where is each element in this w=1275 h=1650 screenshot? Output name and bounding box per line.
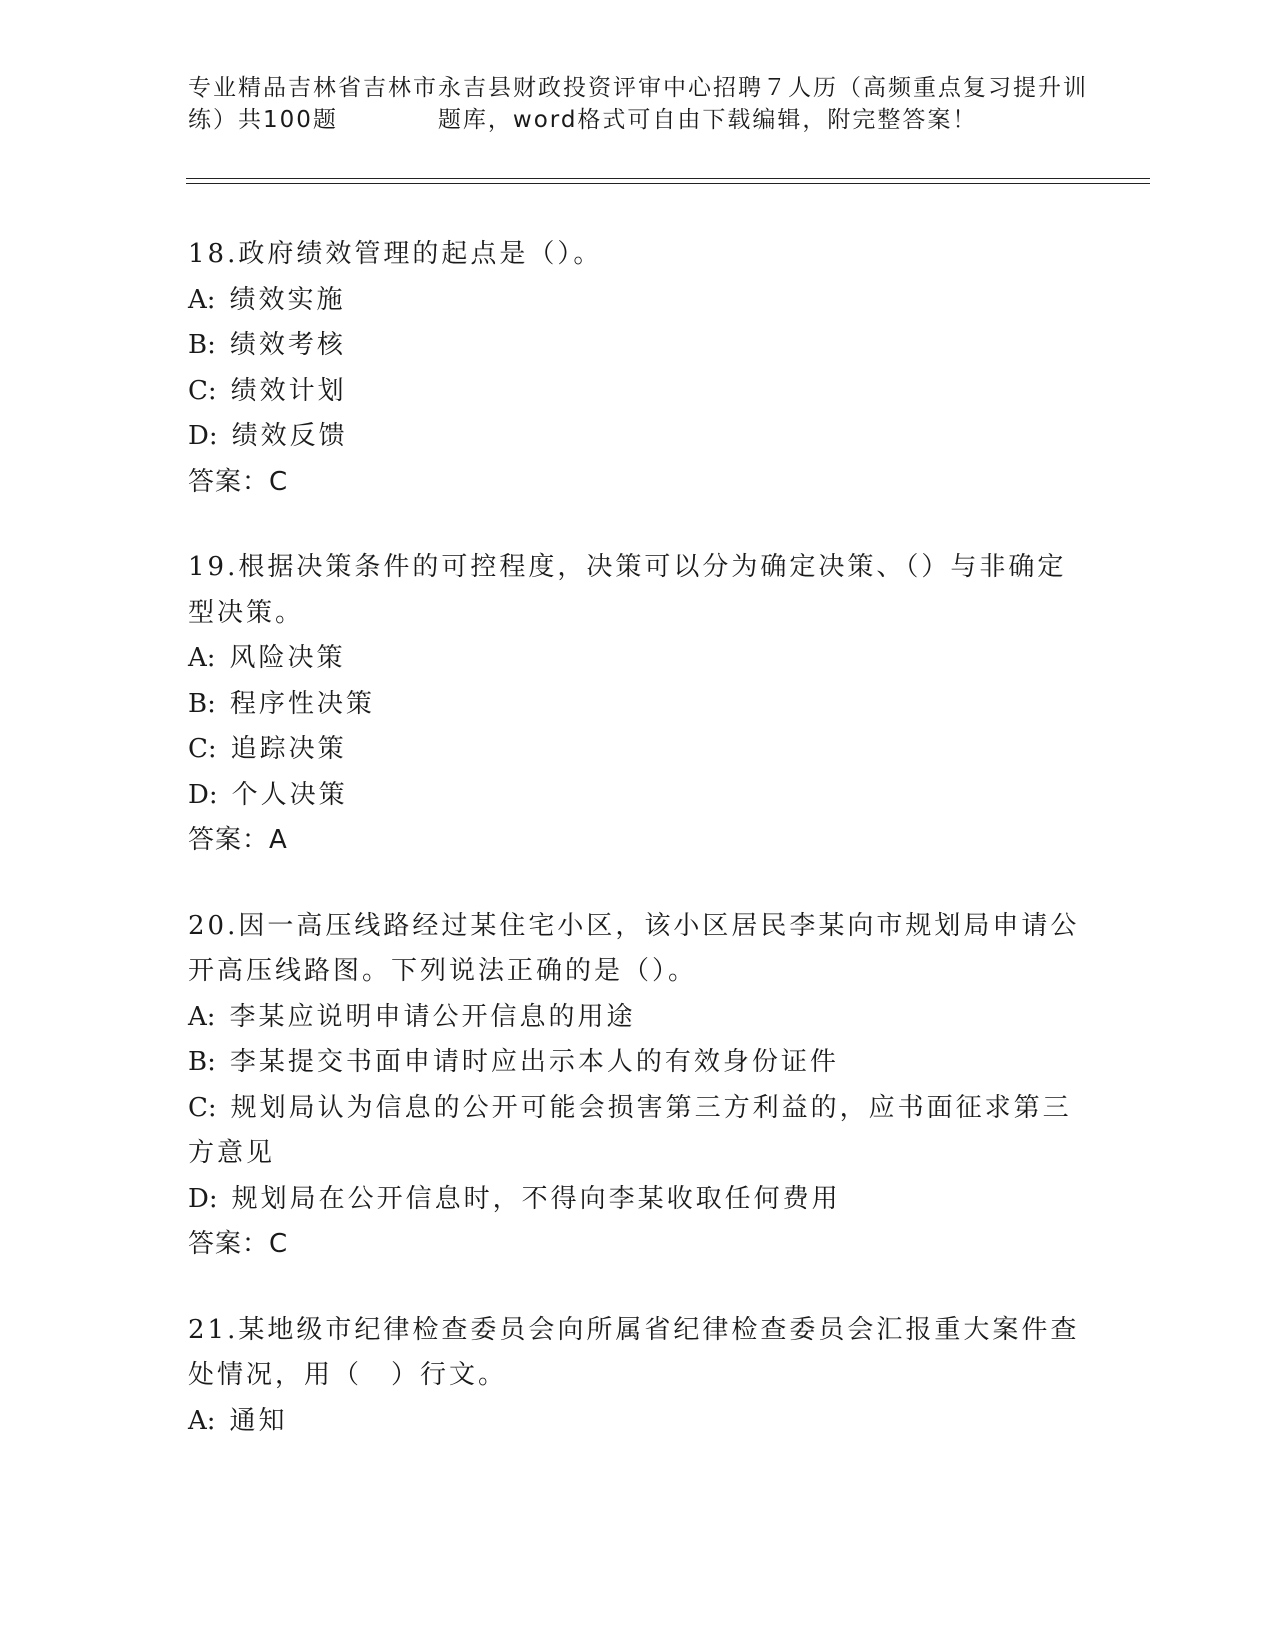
option-b bbox=[188, 1040, 1088, 1086]
option-label: C: bbox=[188, 375, 217, 406]
question-21 bbox=[188, 1308, 1088, 1445]
option-label: A: bbox=[188, 1405, 216, 1436]
option-text: 通知 bbox=[229, 1405, 288, 1436]
question-stem: 20.因一高压线路经过某住宅小区，该小区居民李某向市规划局申请公 bbox=[188, 910, 1080, 941]
option-b bbox=[188, 323, 1088, 369]
option-label: A: bbox=[188, 643, 216, 673]
option-label: C: bbox=[188, 734, 217, 764]
option-label: D: bbox=[188, 421, 218, 451]
option-label: A: bbox=[188, 1001, 216, 1032]
option-label: B: bbox=[188, 330, 216, 360]
question-stem-continued: 型决策。 bbox=[188, 597, 305, 628]
answer: 答案：C bbox=[188, 1229, 289, 1259]
option-text: 李某应说明申请公开信息的用途 bbox=[229, 1001, 636, 1032]
header-line-2: 练）共100题 题库，word格式可自由下载编辑，附完整答案！ bbox=[188, 107, 978, 133]
option-label: D: bbox=[188, 1183, 218, 1214]
option-c bbox=[188, 1086, 1088, 1132]
option-text: 绩效考核 bbox=[229, 330, 346, 360]
option-text: 风险决策 bbox=[229, 643, 346, 673]
option-d bbox=[188, 1177, 1088, 1223]
question-stem: 21.某地级市纪律检查委员会向所属省纪律检查委员会汇报重大案件查 bbox=[188, 1314, 1080, 1345]
question-stem-continued: 处情况，用（ ）行文。 bbox=[188, 1360, 508, 1390]
option-label: A: bbox=[188, 284, 216, 315]
option-a bbox=[188, 1399, 1088, 1445]
option-label: B: bbox=[188, 1047, 216, 1077]
question-19 bbox=[188, 545, 1088, 864]
question-list bbox=[188, 232, 1088, 1484]
answer: 答案：A bbox=[188, 825, 288, 855]
option-label: C: bbox=[188, 1092, 217, 1123]
question-stem: 18.政府绩效管理的起点是（）。 bbox=[188, 239, 603, 269]
question-stem: 19.根据决策条件的可控程度，决策可以分为确定决策、（）与非确定 bbox=[188, 552, 1067, 582]
question-stem-continued: 开高压线路图。下列说法正确的是（）。 bbox=[188, 956, 698, 986]
option-text: 规划局认为信息的公开可能会损害第三方利益的，应书面征求第三 bbox=[230, 1092, 1072, 1123]
option-text: 李某提交书面申请时应出示本人的有效身份证件 bbox=[229, 1047, 839, 1077]
option-d bbox=[188, 773, 1088, 819]
header-divider-top bbox=[186, 178, 1150, 179]
question-18 bbox=[188, 232, 1088, 505]
option-label: D: bbox=[188, 779, 218, 810]
question-20 bbox=[188, 904, 1088, 1268]
option-text: 绩效反馈 bbox=[231, 421, 348, 451]
option-a bbox=[188, 278, 1088, 324]
option-text: 追踪决策 bbox=[230, 734, 347, 764]
option-text: 绩效计划 bbox=[230, 375, 347, 406]
option-a bbox=[188, 636, 1088, 682]
option-c bbox=[188, 369, 1088, 415]
header-line-1: 专业精品吉林省吉林市永吉县财政投资评审中心招聘７人历（高频重点复习提升训 bbox=[188, 75, 1088, 101]
option-text: 程序性决策 bbox=[229, 688, 375, 719]
option-c bbox=[188, 727, 1088, 773]
option-text: 绩效实施 bbox=[229, 284, 346, 315]
option-c-continued: 方意见 bbox=[188, 1138, 276, 1168]
answer: 答案：C bbox=[188, 466, 289, 497]
option-d bbox=[188, 414, 1088, 460]
document-header bbox=[188, 72, 1088, 136]
option-b bbox=[188, 682, 1088, 728]
option-a bbox=[188, 995, 1088, 1041]
option-label: B: bbox=[188, 688, 216, 719]
header-divider-bottom bbox=[186, 183, 1150, 184]
option-text: 规划局在公开信息时，不得向李某收取任何费用 bbox=[231, 1183, 841, 1214]
option-text: 个人决策 bbox=[231, 779, 348, 810]
